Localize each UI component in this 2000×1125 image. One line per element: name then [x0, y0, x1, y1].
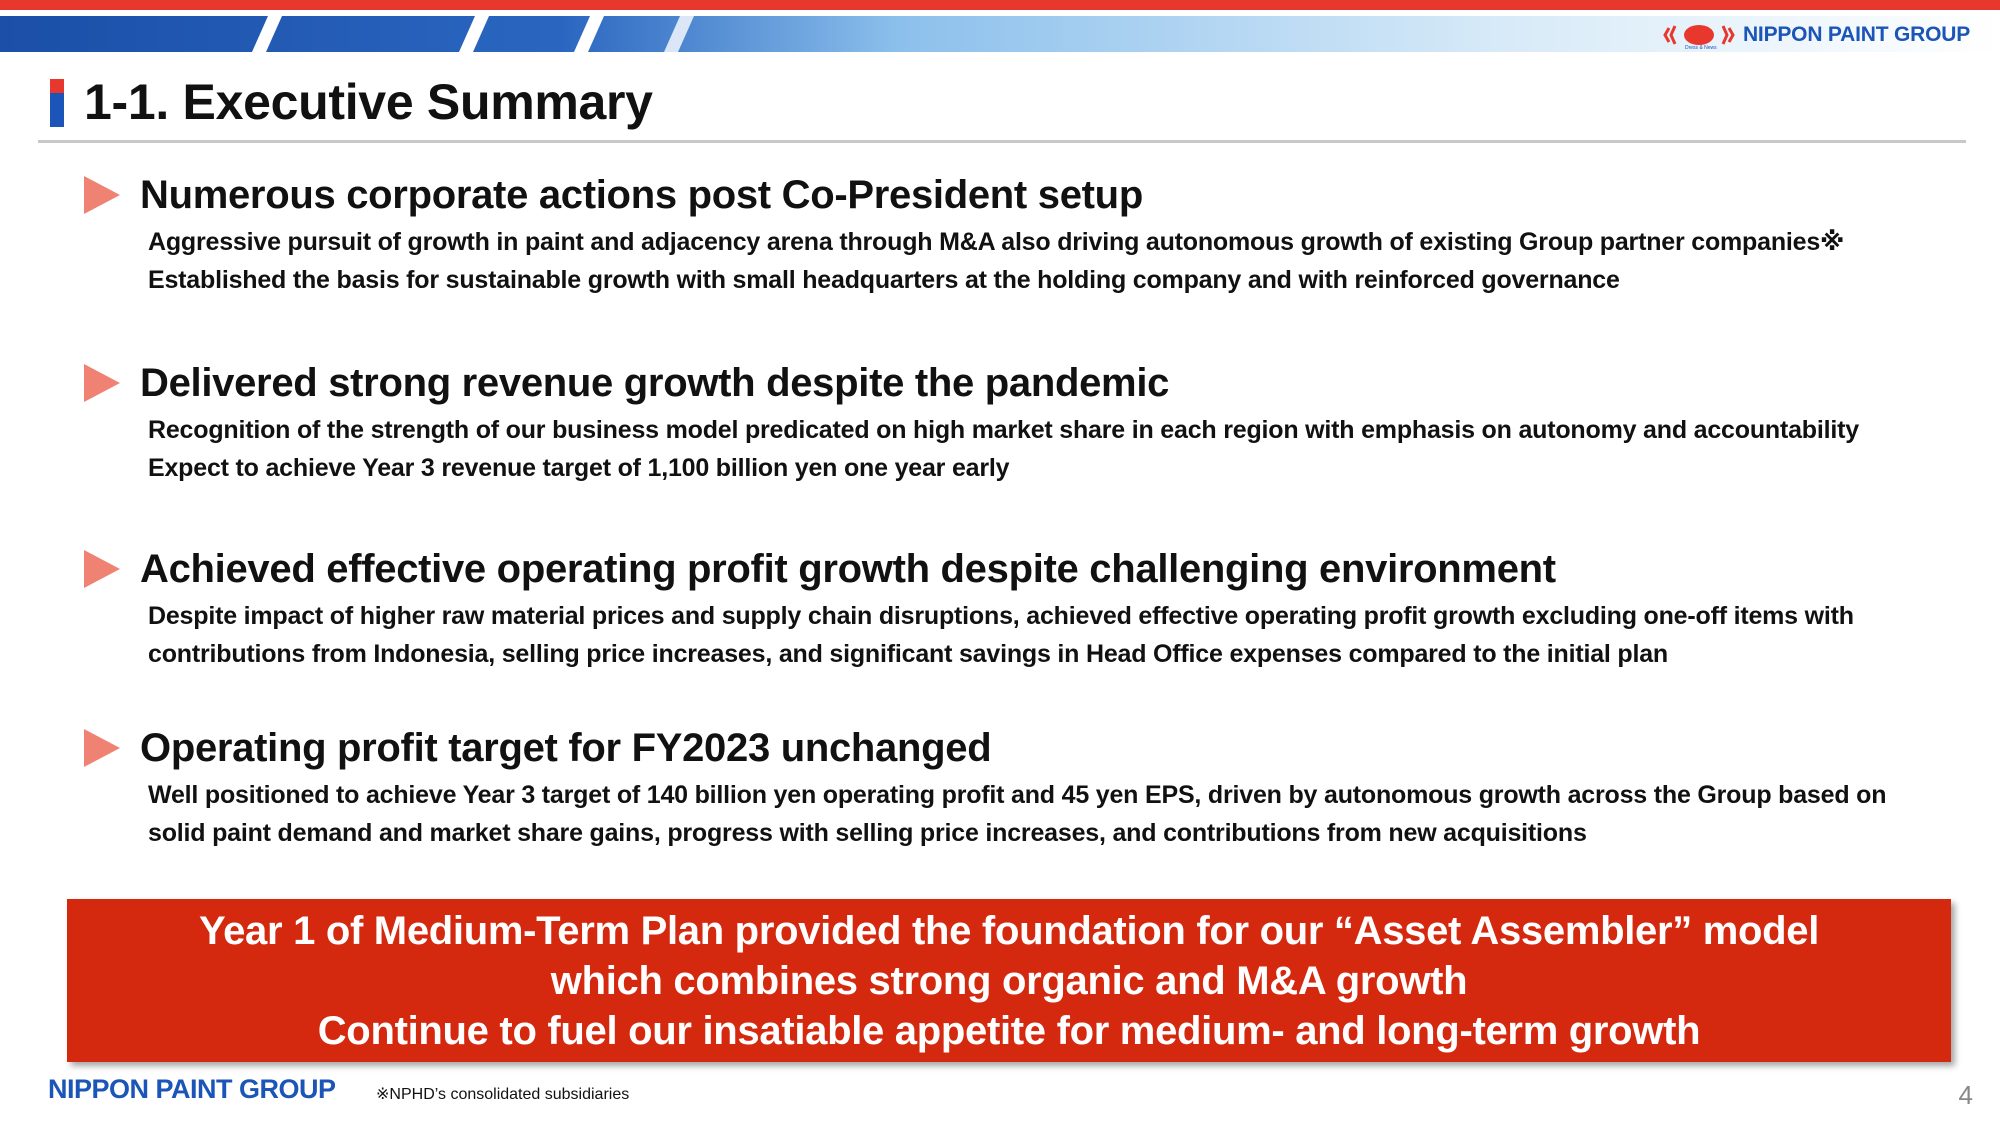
triangle-bullet-icon: [84, 550, 120, 588]
banner-line: Year 1 of Medium-Term Plan provided the foundation for our “Asset Assembler” model: [198, 908, 1820, 953]
section-operating-profit-growth: [84, 545, 1854, 673]
section-heading: Operating profit target for FY2023 unchanged: [140, 726, 992, 770]
section-corporate-actions: [84, 171, 1844, 299]
section-text: Expect to achieve Year 3 revenue target of 1,100 billion yen one year early: [148, 454, 1010, 482]
section-heading: Numerous corporate actions post Co-President setup: [140, 173, 1143, 217]
triangle-bullet-icon: [84, 176, 120, 214]
triangle-bullet-icon: [84, 729, 120, 767]
banner-line: which combines strong organic and M&A growth: [550, 958, 1468, 1003]
nippon-paint-logo-icon: [1663, 20, 1735, 50]
title-accent-bar: [50, 79, 64, 127]
section-heading: Achieved effective operating profit growth despite challenging environment: [140, 547, 1556, 591]
section-text: contributions from Indonesia, selling price increases, and significant savings in Head Office expenses compared to the initial plan: [148, 640, 1669, 668]
section-text: solid paint demand and market share gains, progress with selling price increases, and contributions from new acquisitions: [148, 819, 1587, 847]
triangle-bullet-icon: [84, 364, 120, 402]
section-text: Despite impact of higher raw material prices and supply chain disruptions, achieved effective operating profit growth excluding one-off items with: [148, 602, 1854, 630]
section-text: Well positioned to achieve Year 3 target of 140 billion yen operating profit and 45 yen EPS, driven by autonomous growth across the Group based on: [148, 781, 1887, 809]
logo-subtext: Dress & News: [1684, 45, 1717, 50]
section-heading: Delivered strong revenue growth despite the pandemic: [140, 361, 1170, 405]
section-revenue-growth: [84, 359, 1859, 487]
section-text: Aggressive pursuit of growth in paint and adjacency arena through M&A also driving autonomous growth of existing Group partner companies※: [148, 228, 1845, 256]
banner-line: Continue to fuel our insatiable appetite for medium- and long-term growth: [317, 1008, 1701, 1053]
page-title: 1-1. Executive Summary: [84, 74, 653, 130]
logo-text: NIPPON PAINT GROUP: [1742, 23, 1970, 46]
top-red-bar: [0, 0, 2000, 10]
title-divider: [38, 140, 1966, 143]
nippon-paint-logo-bottom: NIPPON PAINT GROUP: [48, 1074, 336, 1104]
section-text: Recognition of the strength of our business model predicated on high market share in each region with emphasis on autonomy and accountability: [148, 416, 1859, 444]
section-fy2023-target: [84, 724, 1886, 852]
summary-banner: [67, 899, 1951, 1062]
nippon-paint-logo-top: [1663, 20, 1970, 50]
section-text: Established the basis for sustainable growth with small headquarters at the holding company and with reinforced governance: [148, 266, 1620, 294]
page-number: 4: [1958, 1080, 1973, 1110]
footnote: ※NPHD’s consolidated subsidiaries: [376, 1086, 630, 1103]
